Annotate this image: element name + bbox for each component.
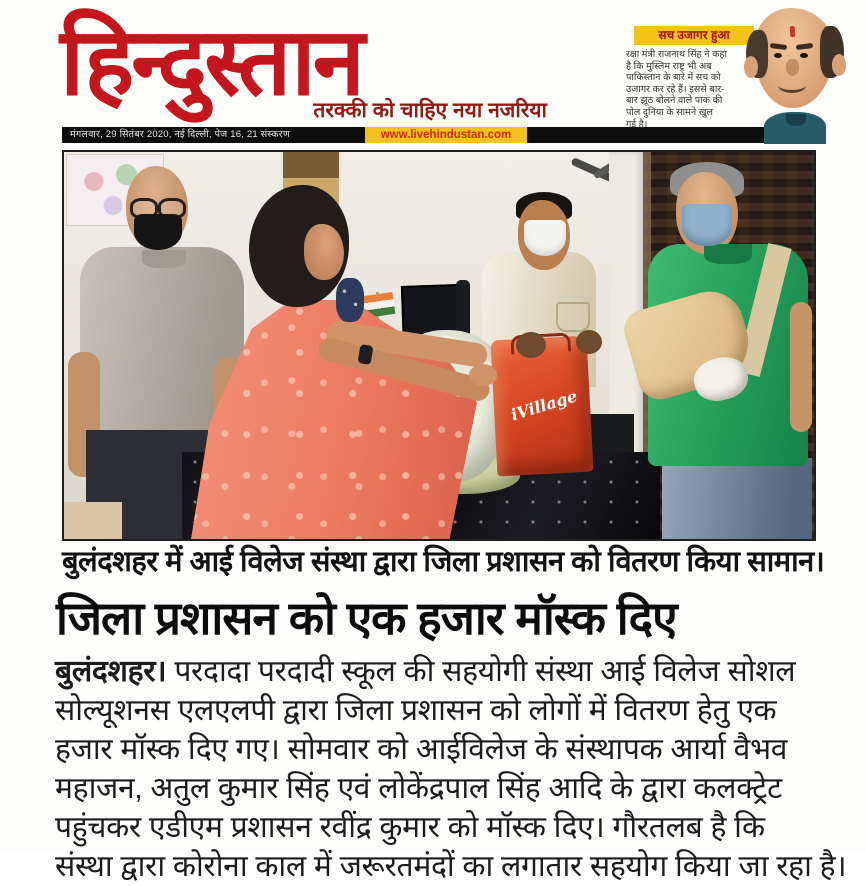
right-man-arm [790,302,812,432]
caricature-eye [774,53,782,58]
officer-hand [576,330,602,354]
officer-white-mask [524,220,566,256]
right-man-blue-mask [682,204,732,246]
right-man-collar [704,244,752,264]
caricature-tilak [790,26,796,37]
woman-hand [469,364,497,386]
cartoon-text-line: उजागर कर रहे हैं। इससे बार- [626,83,725,95]
officer-shirt-pocket [556,302,590,332]
caricature-nose [786,59,799,76]
cartoon-column [612,4,860,144]
caricature-mouth [778,78,806,93]
cartoon-text-line: रक्षा मंत्री राजनाथ सिंह ने कहा [626,49,727,60]
cartoon-text-line: बार झूठ बोलने वाले पाक की [626,95,723,107]
cartoon-text-line: पाकिस्तान के बारे में सच को [626,72,721,84]
caricature-ear [832,54,846,76]
caricature-ear [744,56,758,78]
cartoon-heading: सच उजागर हुआ [634,26,754,45]
masthead-tagline: तरक्की को चाहिए नया नजरिया [313,99,547,122]
article-body [55,652,847,883]
dateline-text: मंगलवार, 29 सितंबर 2020, नई दिल्ली, पेज 16, 21 संस्करण [70,129,290,140]
woman-scarf [336,278,364,322]
cartoon-text-line: है कि मुस्लिम राष्ट्र भी अब [626,60,712,72]
caricature-eye [800,53,808,58]
right-man-jeans [662,458,812,539]
left-man-black-mask [134,214,182,250]
article-lead-word: बुलंदशहर। [55,655,167,688]
article-line: महाजन, अतुल कुमार सिंह एवं लोकेंद्रपाल सिंह आदि के द्वारा कलक्ट्रेट [55,772,782,805]
bag-label: iVillage [508,386,580,425]
article-line-text: परदादा परदादी स्कूल की सहयोगी संस्था आई विलेज सोशल [166,655,796,688]
article-line-cutoff: संस्था द्वारा कोरोना काल में जरूरतमंदों का लगातार सहयोग किया जा रहा है। [55,850,847,883]
ivillage-bag [491,336,594,477]
cartoon-text-line: गई है। [626,118,648,130]
photo-caption: बुलंदशहर में आई विलेज संस्था द्वारा जिला प्रशासन को वितरण किया सामान। [62,546,825,578]
news-photo [62,150,816,541]
masthead-title: हिन्दुस्तान [60,9,362,114]
caricature-collar [786,114,806,126]
article-line: पहुंचकर एडीएम प्रशासन रवींद्र कुमार को मॉस्क दिए। गौरतलब है कि [55,811,765,844]
floor-patch [64,502,122,539]
politician-caricature [736,4,852,144]
article-line: सोल्यूशनस एलएलपी द्वारा जिला प्रशासन को लोगों में वितरण हेतु एक [55,694,777,727]
website-url: www.livehindustan.com [365,127,527,143]
officer-hand [516,332,546,358]
woman-face [304,224,344,280]
article-line [55,652,845,691]
cartoon-text-line: पोल दुनिया के सामने खुल [626,106,713,118]
article-headline: जिला प्रशासन को एक हजार मॉस्क दिए [56,592,677,644]
article-line: हजार मॉस्क दिए गए। सोमवार को आईविलेज के संस्थापक आर्या वैभव [55,733,788,766]
left-man-collar [142,250,186,268]
